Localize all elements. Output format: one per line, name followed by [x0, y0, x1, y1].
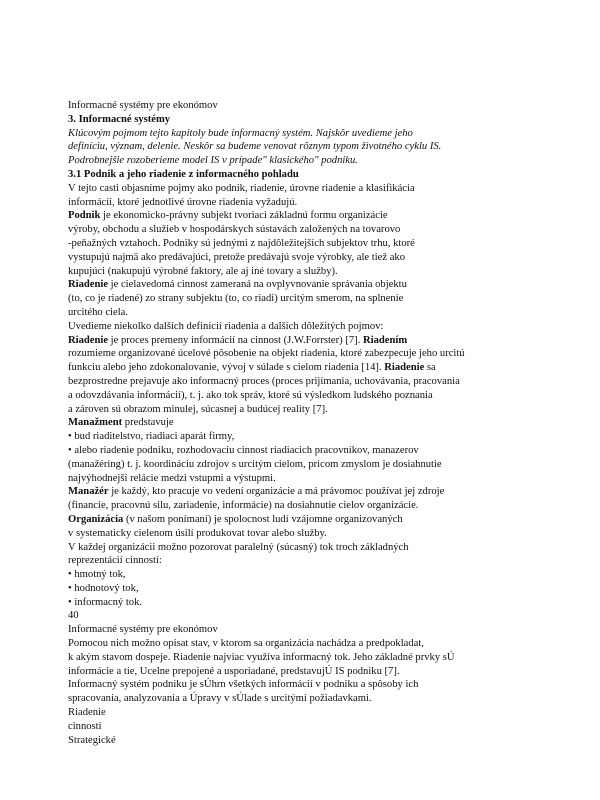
paragraph-line: výroby, obchodu a služieb v hospodárskych sústavách založených na tovarovo	[68, 224, 401, 236]
definition-text: funkciu alebo jeho zdokonalovanie, vývoj v súlade s cielom riadenia [14].	[68, 362, 385, 374]
definition-organizacia	[68, 513, 538, 527]
definition-riadenie	[68, 278, 538, 292]
term-riadenie: Riadenie	[68, 279, 109, 291]
definition-text: je cielavedomá cinnost zameraná na ovplyvnovanie správania objektu	[108, 279, 407, 291]
paragraph-line: v systematicky cielenom úsilí produkovat tovar alebo služby.	[68, 527, 327, 539]
subsection-title: 3.1 Podnik a jeho riadenie z informacného pohladu	[68, 168, 299, 180]
intro-line: Klúcovým pojmom tejto kapitoly bude informacný systém. Najskôr uvedieme jeho	[68, 127, 413, 139]
paragraph-line: Uvedieme niekolko dalších definícií riadenia a dalších dôležitých pojmov:	[68, 320, 384, 332]
definition-podnik	[68, 209, 538, 223]
bullet-item: • hodnotový tok,	[68, 582, 139, 594]
paragraph-line: najvýhodnejší relácie medzi vstupmi a výstupmi.	[68, 472, 276, 484]
paragraph-line: vystupujú najmä ako predávajúci, pretože predávajú svoje výrobky, ale tiež ako	[68, 251, 406, 263]
diagram-label: Strategické	[68, 734, 116, 746]
document-body	[68, 99, 538, 747]
paragraph-line: (financie, pracovnú silu, zariadenie, informácie) na dosiahnutie cielov organizácie.	[68, 500, 419, 512]
term-podnik: Podnik	[68, 210, 101, 222]
definition-text: (v našom ponímaní) je spolocnost ludí vzájomne organizovaných	[123, 513, 403, 525]
term-riadenie: Riadenie	[68, 334, 109, 346]
paragraph-line: reprezentácií cinností:	[68, 555, 162, 567]
paragraph-line: a odovzdávania informácií), t. j. ako tok správ, ktoré sú výsledkom ludského poznania	[68, 389, 433, 401]
definition-manazer	[68, 485, 538, 499]
paragraph-line: V tejto casti objasníme pojmy ako podnik, riadenie, úrovne riadenie a klasifikácia	[68, 182, 415, 194]
definition-manazment	[68, 416, 538, 430]
paragraph-line: urcitého ciela.	[68, 306, 128, 318]
term-riadenim: Riadením	[363, 334, 408, 346]
page-number: 40	[68, 610, 79, 622]
paragraph-line: spracovania, analyzovania a Úpravy v sÚlade s urcitými požiadavkami.	[68, 693, 372, 705]
definition-text: je ekonomicko-právny subjekt tvoriaci základnú formu organizácie	[100, 210, 388, 222]
paragraph-line: -peňažných vztahoch. Podniky sú jednými z najdôležitejších subjektov trhu, ktoré	[68, 237, 415, 249]
bullet-item: • alebo riadenie podniku, rozhodovaciu cinnost riadiacich pracovníkov, manazerov	[68, 444, 419, 456]
diagram-label: cinnosti	[68, 720, 102, 732]
definition-text: je proces premeny informácií na cinnost (J.W.Forrster) [7].	[108, 334, 363, 346]
definition-text: predstavuje	[122, 417, 174, 429]
paragraph-line: (to, co je riadené) zo strany subjektu (to, co riadi) urcitým smerom, na splnenie	[68, 293, 404, 305]
term-riadenie: Riadenie	[384, 362, 425, 374]
term-organizacia: Organizácia	[68, 513, 124, 525]
paragraph-line: Informacný systém podniku je sÚhrn všetkých informácií v podniku a spôsoby ich	[68, 679, 419, 691]
paragraph-line: (manažéring) t. j. koordináciu zdrojov s urcitým cielom, pricom zmyslom je dosiahnutie	[68, 458, 442, 470]
paragraph-line: bezprostredne prejavuje ako informacný proces (proces prijímania, uchovávania, pracovania	[68, 375, 460, 387]
diagram-label: Riadenie	[68, 707, 106, 719]
definition-text: je každý, kto pracuje vo vedení organizácie a má právomoc používat jej zdroje	[108, 486, 445, 498]
paragraph-line: k akým stavom dospeje. Riadenie najviac využíva informacný tok. Jeho základné prvky sÚ	[68, 651, 455, 663]
running-header: Informacné systémy pre ekonómov	[68, 100, 218, 111]
paragraph-line: V každej organizácii možno pozorovat paralelný (súcasný) tok troch základných	[68, 541, 409, 553]
paragraph-line: Pomocou nich možno opísat stav, v ktorom sa organizácia nachádza a predpokladat,	[68, 638, 424, 650]
paragraph-line: rozumieme organizované úcelové pôsobenie na objekt riadenia, ktoré zabezpecuje jeho urcitú	[68, 348, 465, 360]
paragraph-line: informácií, ktoré jednotlivé úrovne riadenia vyžadujú.	[68, 196, 298, 208]
paragraph-line: kupujúci (nakupujú výrobné faktory, ale aj iné tovary a služby).	[68, 265, 338, 277]
paragraph-line: a zároven sú obrazom minulej, súcasnej a budúcej reality [7].	[68, 403, 328, 415]
section-title: 3. Informacné systémy	[68, 113, 171, 125]
running-header: Informacné systémy pre ekonómov	[68, 624, 218, 636]
definition-text: sa	[424, 362, 436, 374]
paragraph-line	[68, 361, 538, 375]
intro-line: definíciu, význam, delenie. Neskôr sa budeme venovat rôznym typom životného cyklu IS.	[68, 141, 442, 153]
definition-riadenie-2	[68, 334, 538, 348]
paragraph-line: informácie a tie, Ucelne prepojené a usporiadané, predstavujÚ IS podniku [7].	[68, 665, 400, 677]
bullet-item: • hmotný tok,	[68, 569, 126, 581]
intro-line: Podrobnejšie rozoberieme model IS v prípade" klasického" podniku.	[68, 155, 358, 167]
term-manazment: Manažment	[68, 417, 123, 429]
bullet-item: • informacný tok.	[68, 596, 143, 608]
term-manazer: Manažér	[68, 486, 109, 498]
bullet-item: • bud riaditelstvo, riadiaci aparát firmy,	[68, 431, 235, 443]
